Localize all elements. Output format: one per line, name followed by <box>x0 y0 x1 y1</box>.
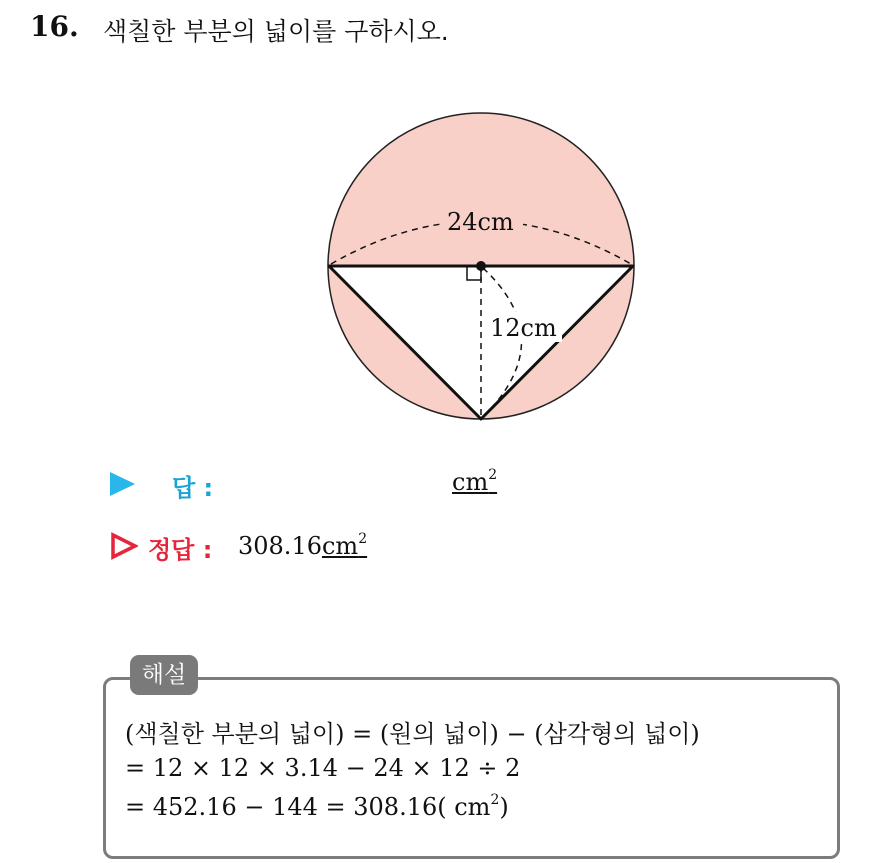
answer-label: 답 : <box>172 474 214 502</box>
center-point <box>476 261 486 271</box>
triangle-outline-icon <box>110 532 138 560</box>
question-number: 16. <box>30 10 79 43</box>
correct-answer-value: $308.16cm^2$ <box>238 531 368 560</box>
explanation-line-3: = 452.16 − 144 = 308.16( $cm^2$) <box>125 792 509 821</box>
question-text: 색칠한 부분의 넓이를 구하시오. <box>103 17 449 46</box>
radius-label: 12cm <box>490 314 557 342</box>
diameter-label: 24cm <box>447 208 514 236</box>
explanation-line-2: = 12 × 12 × 3.14 − 24 × 12 ÷ 2 <box>125 754 521 782</box>
answer-unit: $cm^2$ <box>452 467 498 496</box>
correct-answer-label: 정답 : <box>148 536 213 564</box>
correct-answer-row <box>110 528 610 568</box>
explanation-tag: 해설 <box>130 655 198 695</box>
explanation-line-1: (색칠한 부분의 넓이) = (원의 넓이) − (삼각형의 넓이) <box>125 720 700 748</box>
answer-row <box>110 468 610 504</box>
play-icon <box>110 472 135 496</box>
